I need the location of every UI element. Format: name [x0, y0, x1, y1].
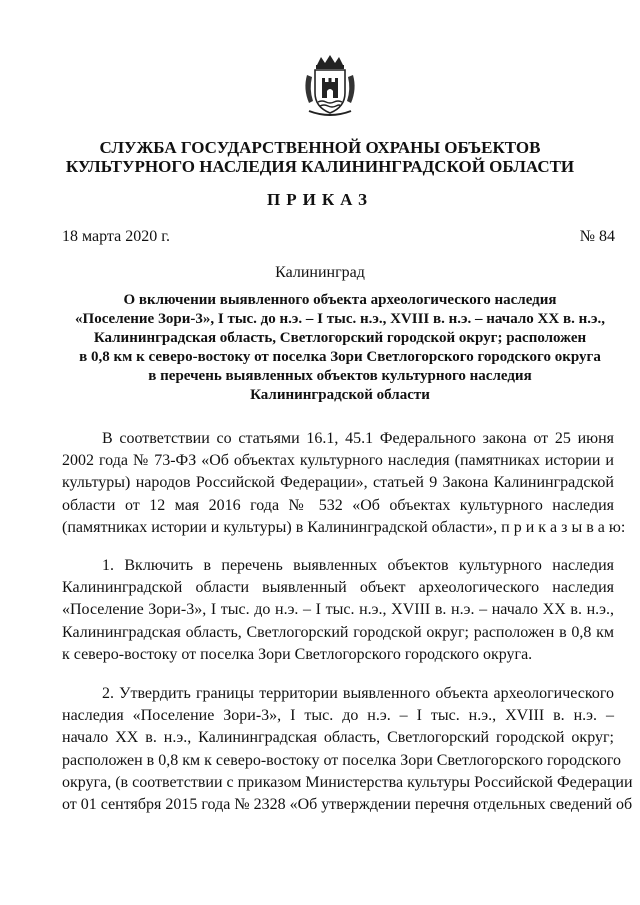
item-1-line: Калининградской области выявленный объект археологического наследия [62, 579, 614, 597]
item-2-line: начало XX в. н.э., Калининградская область, Светлогорский городской округ; [62, 729, 614, 747]
order-item-1 [62, 555, 614, 666]
agency-name-line-2: КУЛЬТУРНОГО НАСЛЕДИЯ КАЛИНИНГРАДСКОЙ ОБЛАСТИ [65, 157, 575, 176]
preamble-line: области от 12 мая 2016 года № 532 «Об объектах культурного наследия [62, 496, 614, 514]
item-2-line: от 01 сентября 2015 года № 2328 «Об утверждении перечня отдельных сведений об [62, 795, 633, 813]
document-date: 18 марта 2020 г. [62, 228, 170, 245]
agency-name [0, 138, 640, 176]
subject-line: О включении выявленного объекта археологического наследия [123, 292, 557, 308]
subject-line: в 0,8 км к северо-востоку от поселка Зори Светлогорского городского округа [79, 349, 601, 365]
item-1-line: 1. Включить в перечень выявленных объектов культурного наследия [102, 557, 614, 574]
preamble-line [62, 517, 626, 539]
subject-line: «Поселение Зори-3», I тыс. до н.э. – I тыс. н.э., XVIII в. н.э. – начало XX в. н.э., [75, 311, 605, 327]
item-2-line: наследия «Поселение Зори-3», I тыс. до н.э. – I тыс. н.э., XVIII в. н.э. – [62, 707, 614, 725]
order-item-2 [62, 683, 633, 816]
order-subject [40, 291, 640, 405]
item-2-line: 2. Утвердить границы территории выявленного объекта археологического [102, 685, 614, 702]
document-number: № 84 [579, 228, 615, 245]
preamble-line-text: (памятниках истории и культуры) в Калининградской области», [62, 518, 498, 536]
subject-line: в перечень выявленных объектов культурного наследия [148, 368, 532, 384]
preamble-line: 2002 года № 73-ФЗ «Об объектах культурного наследия (памятниках истории и [62, 452, 614, 470]
agency-name-line-1: СЛУЖБА ГОСУДАРСТВЕННОЙ ОХРАНЫ ОБЪЕКТОВ [99, 138, 541, 157]
document-type: ПРИКАЗ [267, 190, 373, 209]
subject-line: Калининградской области [250, 387, 430, 403]
document-city: Калининград [275, 264, 365, 281]
order-word: п р и к а з ы в а ю: [501, 518, 626, 536]
item-1-line: «Поселение Зори-3», I тыс. до н.э. – I тыс. н.э., XVIII в. н.э. – начало XX в. н.э., [62, 601, 614, 619]
item-1-line: Калининградская область, Светлогорский городской округ; расположен в 0,8 км [62, 623, 614, 641]
preamble-paragraph [62, 428, 626, 539]
preamble-line: культуры) народов Российской Федерации», статьей 9 Закона Калининградской [62, 474, 614, 492]
item-2-line: округа, (в соответствии с приказом Министерства культуры Российской Федерации [62, 773, 633, 791]
item-1-line: к северо-востоку от поселка Зори Светлогорского городского округа. [62, 645, 533, 663]
subject-line: Калининградская область, Светлогорский городской округ; расположен [93, 330, 587, 346]
item-2-line: расположен в 0,8 км к северо-востоку от поселка Зори Светлогорского городского [62, 751, 622, 769]
preamble-line: В соответствии со статьями 16.1, 45.1 Федерального закона от 25 июня [102, 430, 614, 447]
kaliningrad-coat-of-arms-icon [303, 55, 357, 117]
